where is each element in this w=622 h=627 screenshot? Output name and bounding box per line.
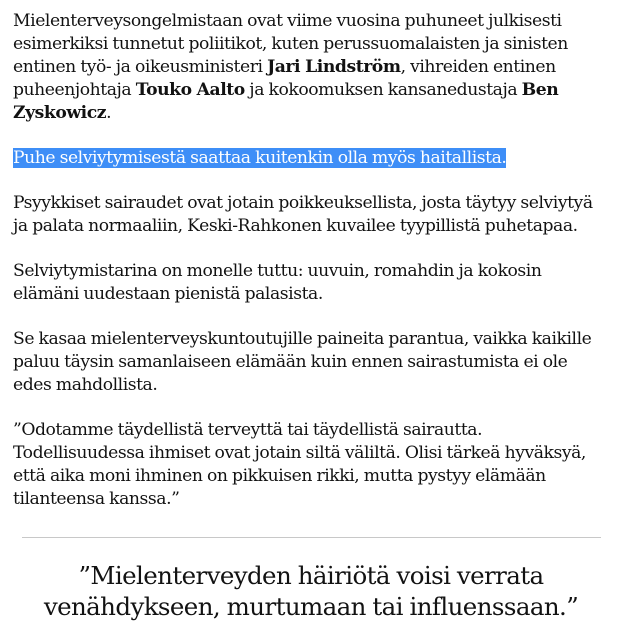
paragraph-psychiatric: Psyykkiset sairaudet ovat jotain poikkeuksellista, josta täytyy selviytyä ja palata normaaliin, Keski-Rahkonen kuvailee tyypillistä puhetapaa. <box>13 193 593 236</box>
pullquote-line-1: ”Mielenterveyden häiriötä voisi verrata <box>78 561 544 590</box>
paragraph-quote: ”Odotamme täydellistä terveyttä tai täydellistä sairautta. Todellisuudessa ihmiset ovat jotain siltä väliltä. Olisi tärkeä hyväksyä, että aika moni ihminen on pikkuisen rikki, mutta pystyy elämään tilanteensa kanssa.” <box>13 420 586 509</box>
paragraph-politicians <box>13 10 609 125</box>
paragraph-selected[interactable] <box>13 147 609 170</box>
article-body <box>13 10 609 533</box>
paragraph-text: , vihreiden entinen puheenjohtaja <box>13 57 556 100</box>
paragraph-text: ja kokoomuksen kansanedustaja <box>244 80 522 100</box>
person-name-aalto: Touko Aalto <box>135 80 245 100</box>
paragraph-text: Mielenterveysongelmistaan ovat viime vuosina puhuneet julkisesti esimerkiksi tunnetut poliitikot, kuten perussuomalaisten ja sinisten entinen työ- ja oikeusministeri <box>13 11 568 77</box>
paragraph-text: . <box>106 103 112 123</box>
person-name-lindstrom: Jari Lindström <box>267 57 401 77</box>
paragraph-survival-story: Selviytymistarina on monelle tuttu: uuvuin, romahdin ja kokosin elämäni uudestaan pienistä palasista. <box>13 261 542 304</box>
person-name-zyskowicz: Ben Zyskowicz <box>13 80 559 123</box>
pullquote <box>0 560 622 622</box>
paragraph-pressure: Se kasaa mielenterveyskuntoutujille paineita parantua, vaikka kaikille paluu täysin samanlaiseen elämään kuin ennen sairastumista ei ole edes mahdollista. <box>13 329 592 395</box>
pullquote-line-2: venähdykseen, murtumaan tai influenssaan.” <box>43 592 579 621</box>
selected-text-highlight[interactable]: Puhe selviytymisestä saattaa kuitenkin olla myös haitallista. <box>13 148 507 168</box>
pullquote-divider <box>22 537 601 538</box>
